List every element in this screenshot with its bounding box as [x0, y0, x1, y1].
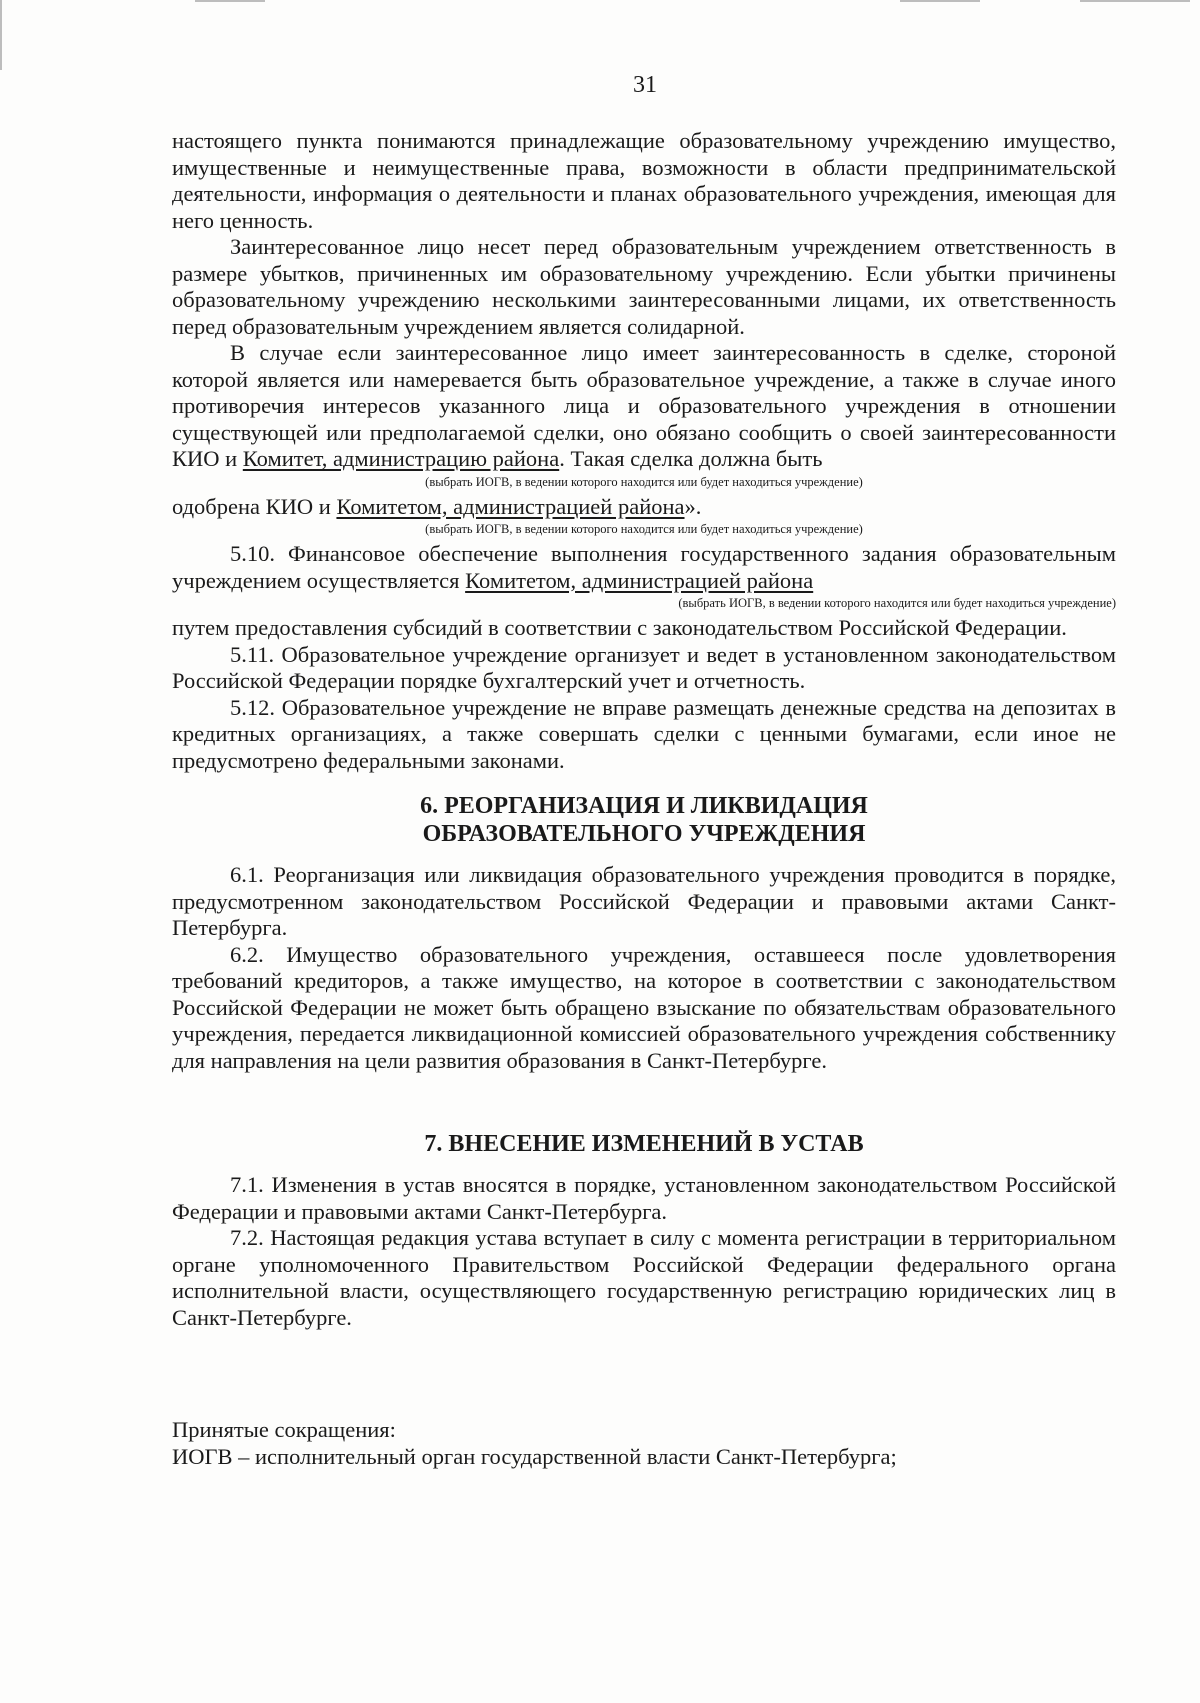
paragraph-7-1: 7.1. Изменения в устав вносятся в порядке, установленном законодательством Российской Федерации и правовыми актами Санкт-Петербурга. — [172, 1172, 1116, 1224]
paragraph-conflict-of-interest — [172, 340, 1116, 473]
approval-text-start: одобрена КИО и — [172, 493, 337, 519]
clause-5-10-start: 5.10. Финансовое обеспечение выполнения государственного задания образовательным учреждением осуществляется — [172, 541, 1116, 593]
spacer — [172, 1074, 1116, 1112]
hint-select-authority-1: (выбрать ИОГВ, в ведении которого находится или будет находиться учреждение) — [425, 474, 863, 489]
paragraph-6-1: 6.1. Реорганизация или ликвидация образовательного учреждения проводится в порядке, предусмотренном законодательством Российской Федерации и правовыми актами Санкт-Петербурга. — [172, 862, 1116, 940]
clause-5-10-end: путем предоставления субсидий в соответствии с законодательством Российской Федерации. — [172, 615, 1067, 640]
scan-edge-top-far-right — [1080, 0, 1190, 2]
section-6-heading-line-2: ОБРАЗОВАТЕЛЬНОГО УЧРЕЖДЕНИЯ — [422, 821, 866, 847]
paragraph-5-11: 5.11. Образовательное учреждение организует и ведет в установленном законодательством Российской Федерации порядке бухгалтерский учет и отчетность. — [172, 641, 1116, 693]
section-7-heading: 7. ВНЕСЕНИЕ ИЗМЕНЕНИЙ В УСТАВ — [424, 1131, 864, 1157]
scan-edge-top-left — [195, 0, 265, 2]
spacer — [172, 1331, 1116, 1417]
paragraph-approval — [172, 494, 1116, 521]
section-6-heading — [172, 792, 1116, 848]
scan-edge-left — [0, 0, 2, 70]
paragraph-5-10 — [172, 541, 1116, 594]
paragraph-liability: Заинтересованное лицо несет перед образовательным учреждением ответственность в размере убытков, причиненных им образовательному учреждению. Если убытки причинены образовательному учреждению несколькими заинтересованными лицами, их ответственность перед образовательным учреждением является солидарной. — [172, 234, 1116, 339]
paragraph-confidential-info-definition: настоящего пункта понимаются принадлежащие образовательному учреждению имущество, имущественные и неимущественные права, возможности в области предпринимательской деятельности, информация о деятельности и планах образовательного учреждения, имеющая для него ценность. — [172, 128, 1116, 233]
abbreviation-iogv: ИОГВ – исполнительный орган государственной власти Санкт-Петербурга; — [172, 1443, 897, 1469]
field-committee-administration-3: Комитетом, администрацией района — [465, 567, 814, 593]
paragraph-5-12: 5.12. Образовательное учреждение не вправе размещать денежные средства на депозитах в кредитных организациях, а также совершать сделки с ценными бумагами, если иное не предусмотрено федеральными законами. — [172, 694, 1116, 773]
document-body — [172, 128, 1116, 1470]
conflict-text-start: В случае если заинтересованное лицо имеет заинтересованность в сделке, стороной которой является или намеревается быть образовательное учреждение, а также в случае иного противоречия интересов указанного лица и образовательного учреждения в отношении существующей или предполагаемой сделки, оно обязано сообщить о своей заинтересованности КИО и — [172, 340, 1116, 471]
page-number: 31 — [633, 72, 657, 98]
abbreviations-title: Принятые сокращения: — [172, 1417, 396, 1442]
conflict-text-end: . Такая сделка должна быть — [559, 446, 823, 471]
field-committee-administration: Комитет, администрацию района — [242, 446, 560, 471]
paragraph-7-2: 7.2. Настоящая редакция устава вступает в силу с момента регистрации в территориальном органе уполномоченного Правительством Российской Федерации федерального органа исполнительной власти, осуществляющего государственную регистрацию юридических лиц в Санкт-Петербурге. — [172, 1225, 1116, 1330]
section-6-heading-line-1: 6. РЕОРГАНИЗАЦИЯ И ЛИКВИДАЦИЯ — [420, 793, 868, 819]
approval-text-end: ». — [684, 493, 702, 519]
paragraph-6-2: 6.2. Имущество образовательного учреждения, оставшееся после удовлетворения требований кредиторов, а также имущество, на которое в соответствии с законодательством Российской Федерации не может быть обращено взыскание по обязательствам образовательного учреждения, передается ликвидационной комиссией образовательного учреждения собственнику для направления на цели развития образования в Санкт-Петербурге. — [172, 941, 1116, 1073]
field-committee-administration-2: Комитетом, администрацией района — [336, 493, 685, 519]
hint-select-authority-2: (выбрать ИОГВ, в ведении которого находится или будет находиться учреждение) — [425, 522, 863, 536]
hint-select-authority-3: (выбрать ИОГВ, в ведении которого находится или будет находиться учреждение) — [678, 596, 1116, 610]
scan-edge-top-right — [900, 0, 980, 2]
